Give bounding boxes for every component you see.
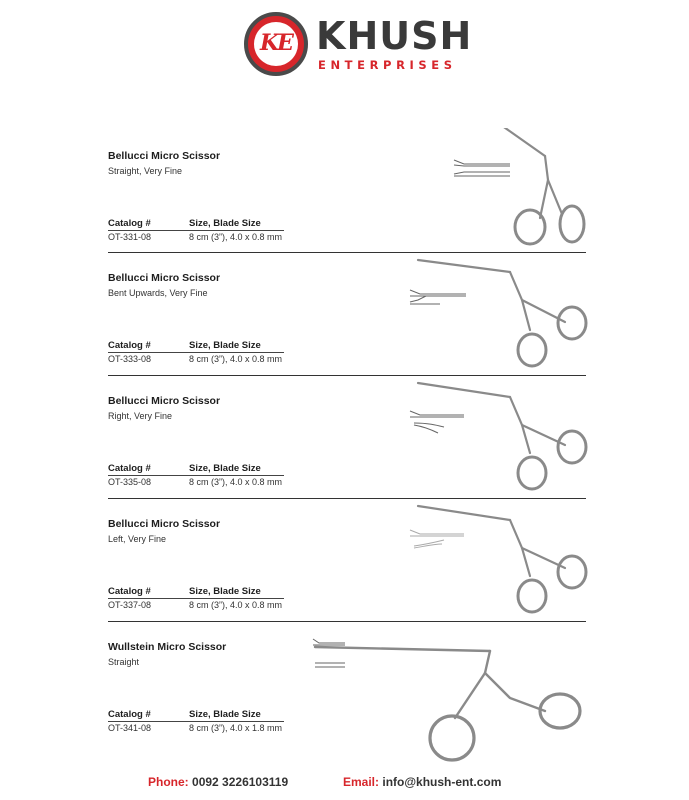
catalog-header: Catalog #: [108, 586, 151, 597]
blade-size: 8 cm (3”), 4.0 x 1.8 mm: [189, 723, 283, 733]
email-address[interactable]: info@khush-ent.com: [382, 775, 502, 789]
product-description: Bent Upwards, Very Fine: [108, 288, 208, 298]
scissor-illustration: [450, 128, 600, 251]
scissor-illustration: [400, 250, 600, 373]
size-header: Size, Blade Size: [189, 218, 261, 229]
brand-name: KHUSH: [316, 14, 473, 58]
size-header: Size, Blade Size: [189, 463, 261, 474]
catalog-number: OT-333-08: [108, 354, 152, 364]
product-name: Bellucci Micro Scissor: [108, 395, 221, 407]
product-description: Straight: [108, 657, 140, 667]
size-header: Size, Blade Size: [189, 709, 261, 720]
blade-size: 8 cm (3”), 4.0 x 0.8 mm: [189, 232, 283, 242]
product-section: [0, 250, 689, 373]
header-rule: [108, 230, 284, 231]
brand-logo: [244, 12, 473, 78]
footer-phone: [148, 775, 288, 789]
logo-initials: KE: [260, 30, 292, 56]
scissor-illustration: [305, 633, 595, 773]
product-section: [0, 373, 689, 496]
phone-label: Phone:: [148, 775, 189, 789]
phone-number[interactable]: 0092 3226103119: [192, 775, 289, 789]
scissor-illustration: [400, 496, 600, 619]
email-label: Email:: [343, 775, 380, 789]
catalog-header: Catalog #: [108, 340, 151, 351]
logo-badge: [244, 12, 308, 76]
blade-size: 8 cm (3”), 4.0 x 0.8 mm: [189, 477, 283, 487]
catalog-number: OT-331-08: [108, 232, 152, 242]
catalog-header: Catalog #: [108, 709, 151, 720]
product-description: Right, Very Fine: [108, 411, 173, 421]
product-name: Bellucci Micro Scissor: [108, 272, 221, 284]
blade-size: 8 cm (3”), 4.0 x 0.8 mm: [189, 600, 283, 610]
product-description: Straight, Very Fine: [108, 166, 183, 176]
catalog-header: Catalog #: [108, 218, 151, 229]
header-rule: [108, 475, 284, 476]
product-section: [0, 128, 689, 251]
brand-tagline: ENTERPRISES: [318, 58, 457, 72]
catalog-header: Catalog #: [108, 463, 151, 474]
size-header: Size, Blade Size: [189, 340, 261, 351]
header-rule: [108, 721, 284, 722]
product-name: Wullstein Micro Scissor: [108, 641, 227, 653]
size-header: Size, Blade Size: [189, 586, 261, 597]
scissor-illustration: [400, 373, 600, 496]
footer-email: [343, 775, 501, 789]
catalog-number: OT-337-08: [108, 600, 152, 610]
product-section: [0, 619, 689, 769]
product-name: Bellucci Micro Scissor: [108, 150, 221, 162]
catalog-number: OT-341-08: [108, 723, 152, 733]
product-name: Bellucci Micro Scissor: [108, 518, 221, 530]
catalog-number: OT-335-08: [108, 477, 152, 487]
header-rule: [108, 352, 284, 353]
header-rule: [108, 598, 284, 599]
product-description: Left, Very Fine: [108, 534, 167, 544]
product-section: [0, 496, 689, 619]
blade-size: 8 cm (3”), 4.0 x 0.8 mm: [189, 354, 283, 364]
